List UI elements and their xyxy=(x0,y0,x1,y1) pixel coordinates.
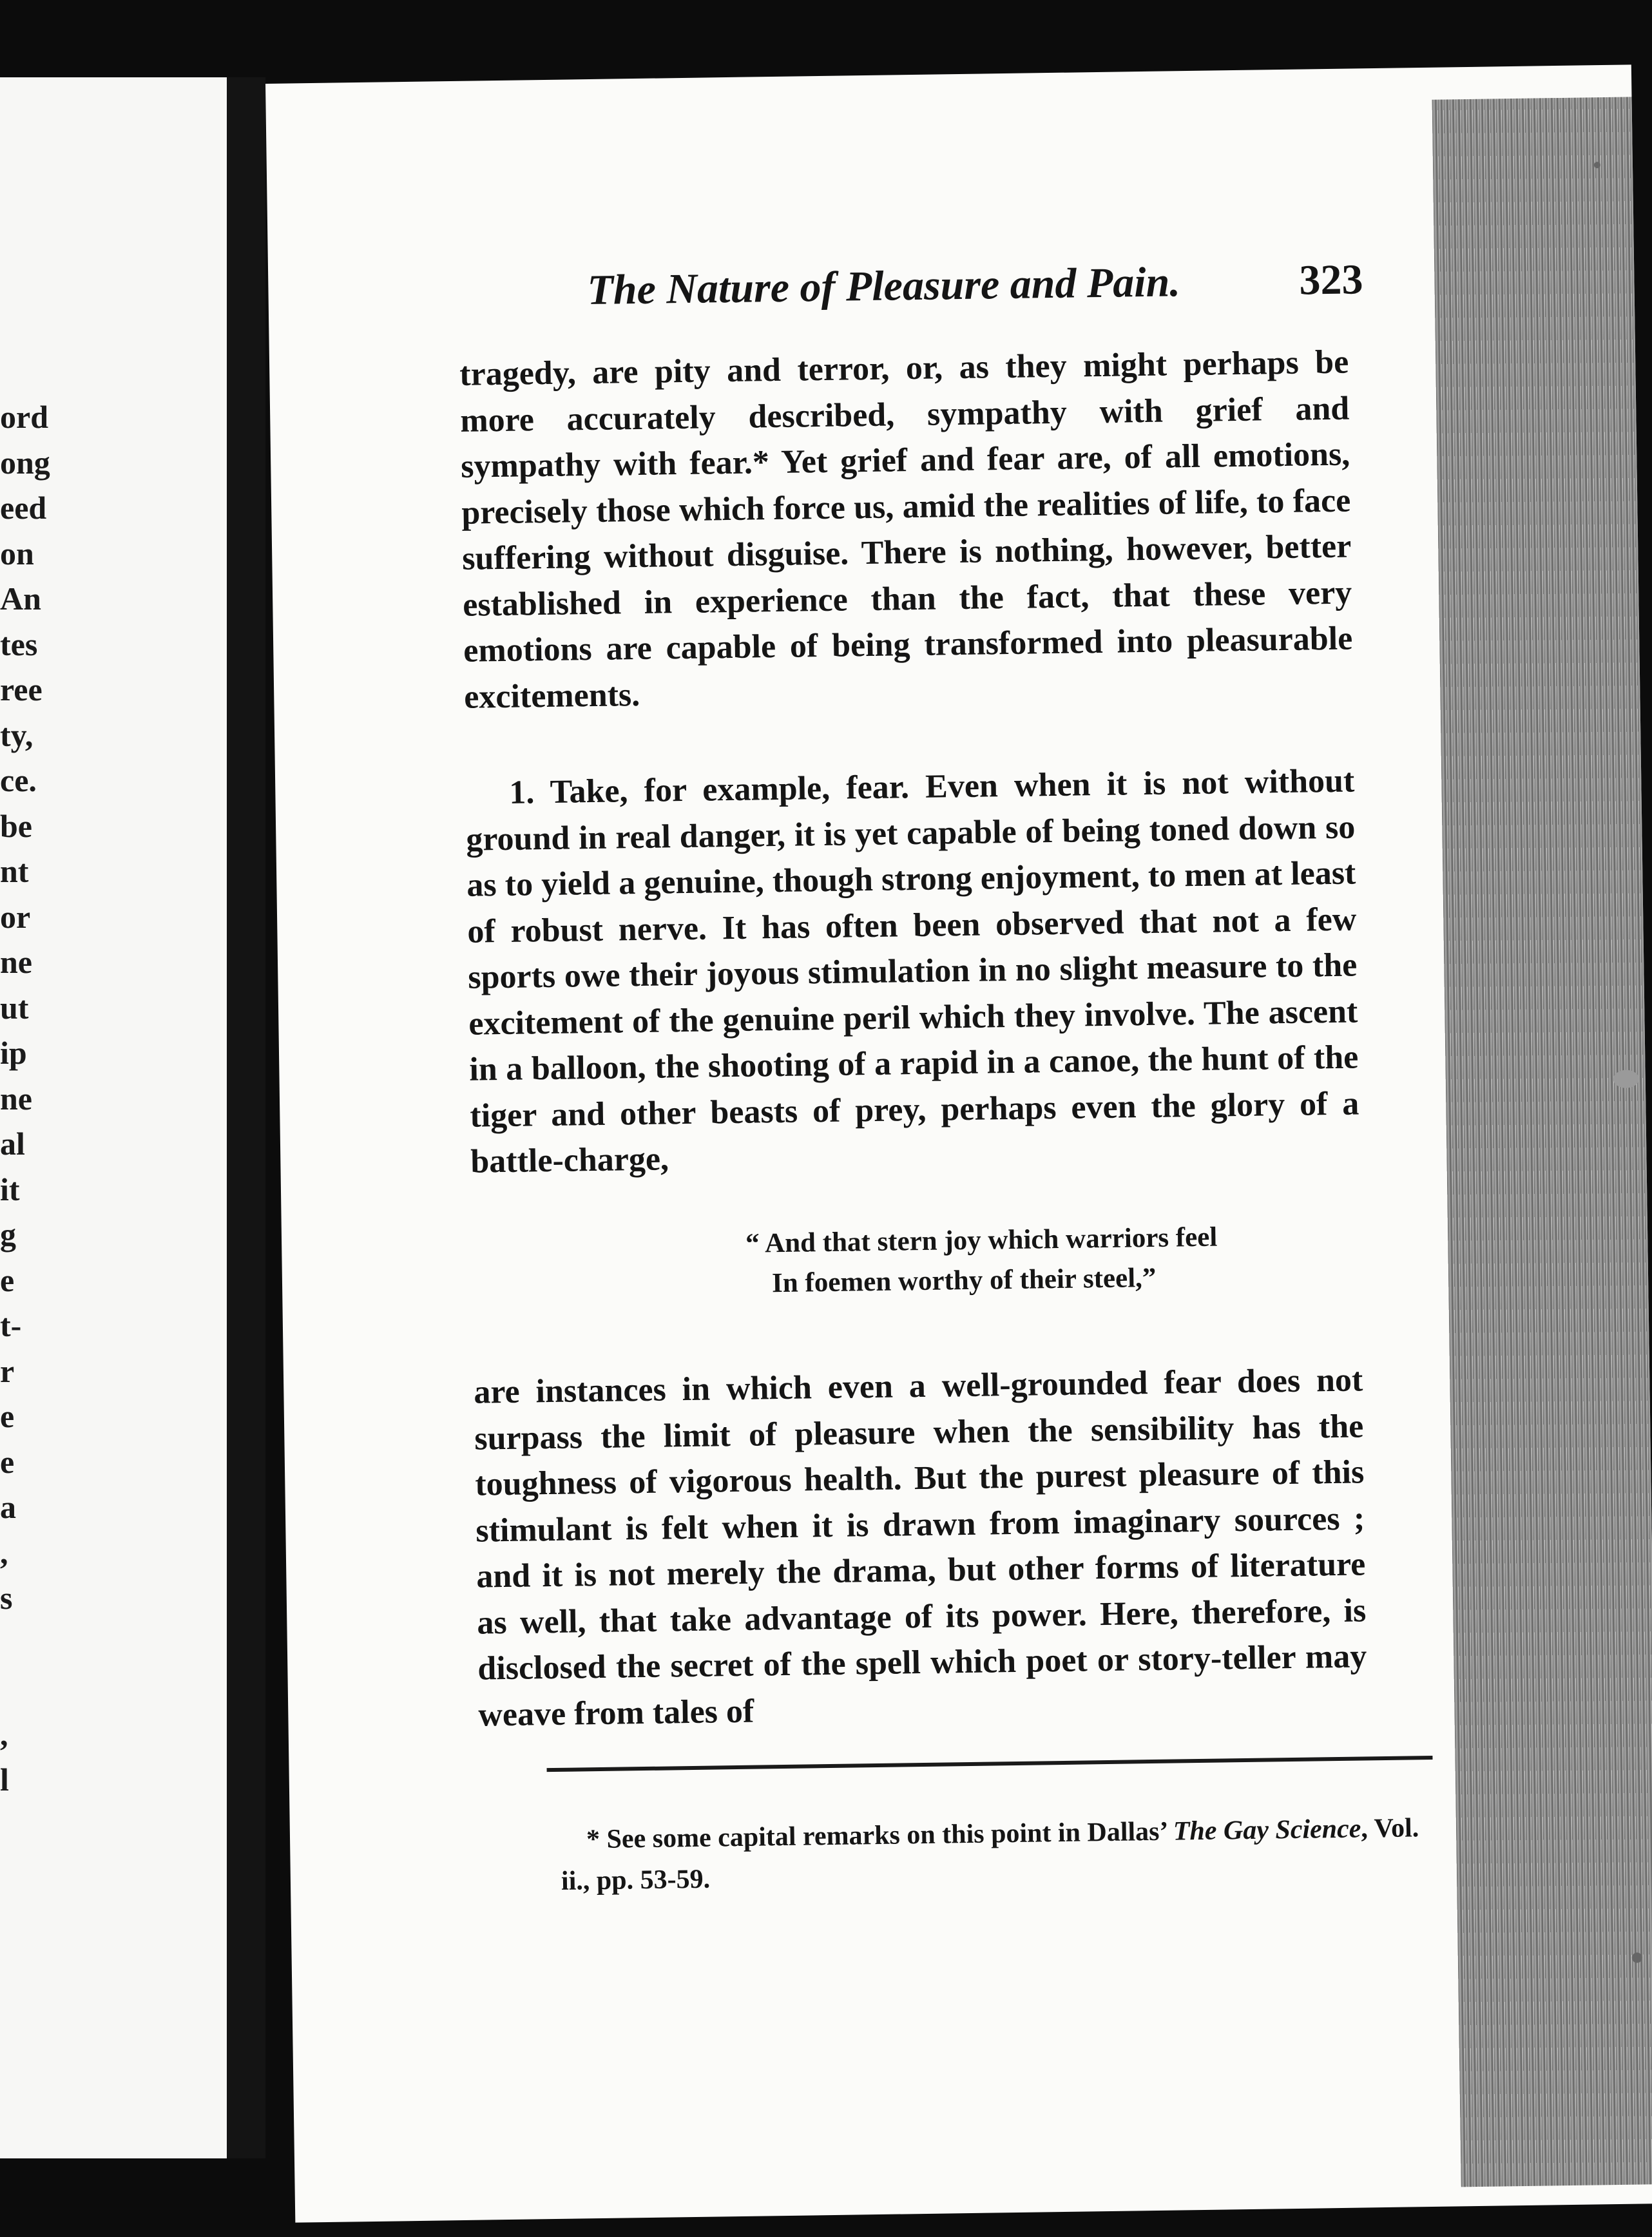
running-head: The Nature of Pleasure and Pain. xyxy=(587,258,1181,314)
quote-line-2: In foemen worthy of their steel,” xyxy=(771,1262,1157,1299)
footnote xyxy=(561,1807,1438,1902)
left-page xyxy=(0,77,231,2158)
right-page xyxy=(265,64,1652,2222)
paper-speck xyxy=(1594,162,1600,168)
paragraph-1: tragedy, are pity and terror, or, as they might perhaps be more accurately described, sympathy with grief and sympathy with fear.* Yet grief and fear are, of all emotions, precisely those which force us, amid the realities of life, to face suffering without disguise. There is nothing, however, better established in experience than the fact, that these very emotions are capable of being transformed into pleasurable excitements. xyxy=(459,343,1353,716)
book-gutter xyxy=(227,77,265,2158)
footnote-suffix: , Vol. ii., pp. 53-59. xyxy=(561,1813,1419,1896)
page-number: 323 xyxy=(1298,256,1363,304)
quotation xyxy=(745,1216,1352,1304)
page-edge-stack xyxy=(1432,97,1652,2187)
paragraph-3: are instances in which even a well-grounded fear does not surpass the limit of pleasure when the sensibility has the toughness of vigorous health. But the purest pleasure of this stimulant is felt when it is drawn from imaginary sources ; and it is not merely the drama, but other forms of literature as well, that take advantage of its power. Here, therefore, is disclosed the secret of the spell which poet or story-teller may weave from tales of xyxy=(473,1361,1367,1734)
quote-line-1: “ And that stern joy which warriors feel xyxy=(745,1222,1218,1259)
footnote-rule xyxy=(547,1756,1433,1772)
footnote-prefix: * See some capital remarks on this point in Dallas’ xyxy=(586,1816,1167,1855)
left-page-margin-fragments: ord ong eed on An tes ree ty, ce. be nt or ne ut ip ne al it g e t- r e e a , s , l xyxy=(0,399,50,1798)
paragraph-2: 1. Take, for example, fear. Even when it is not without ground in real danger, it is yet capable of being toned down so as to yield a genuine, though strong enjoyment, to men at least of robust nerve. It has often been observed that not a few sports owe their joyous stimulation in no slight measure to the excitement of the genuine peril which they involve. The ascent in a balloon, the shooting of a rapid in a canoe, the hunt of the tiger and other beasts of prey, perhaps even the glory of a battle-charge, xyxy=(466,762,1359,1180)
footnote-title: The Gay Science xyxy=(1173,1814,1361,1847)
